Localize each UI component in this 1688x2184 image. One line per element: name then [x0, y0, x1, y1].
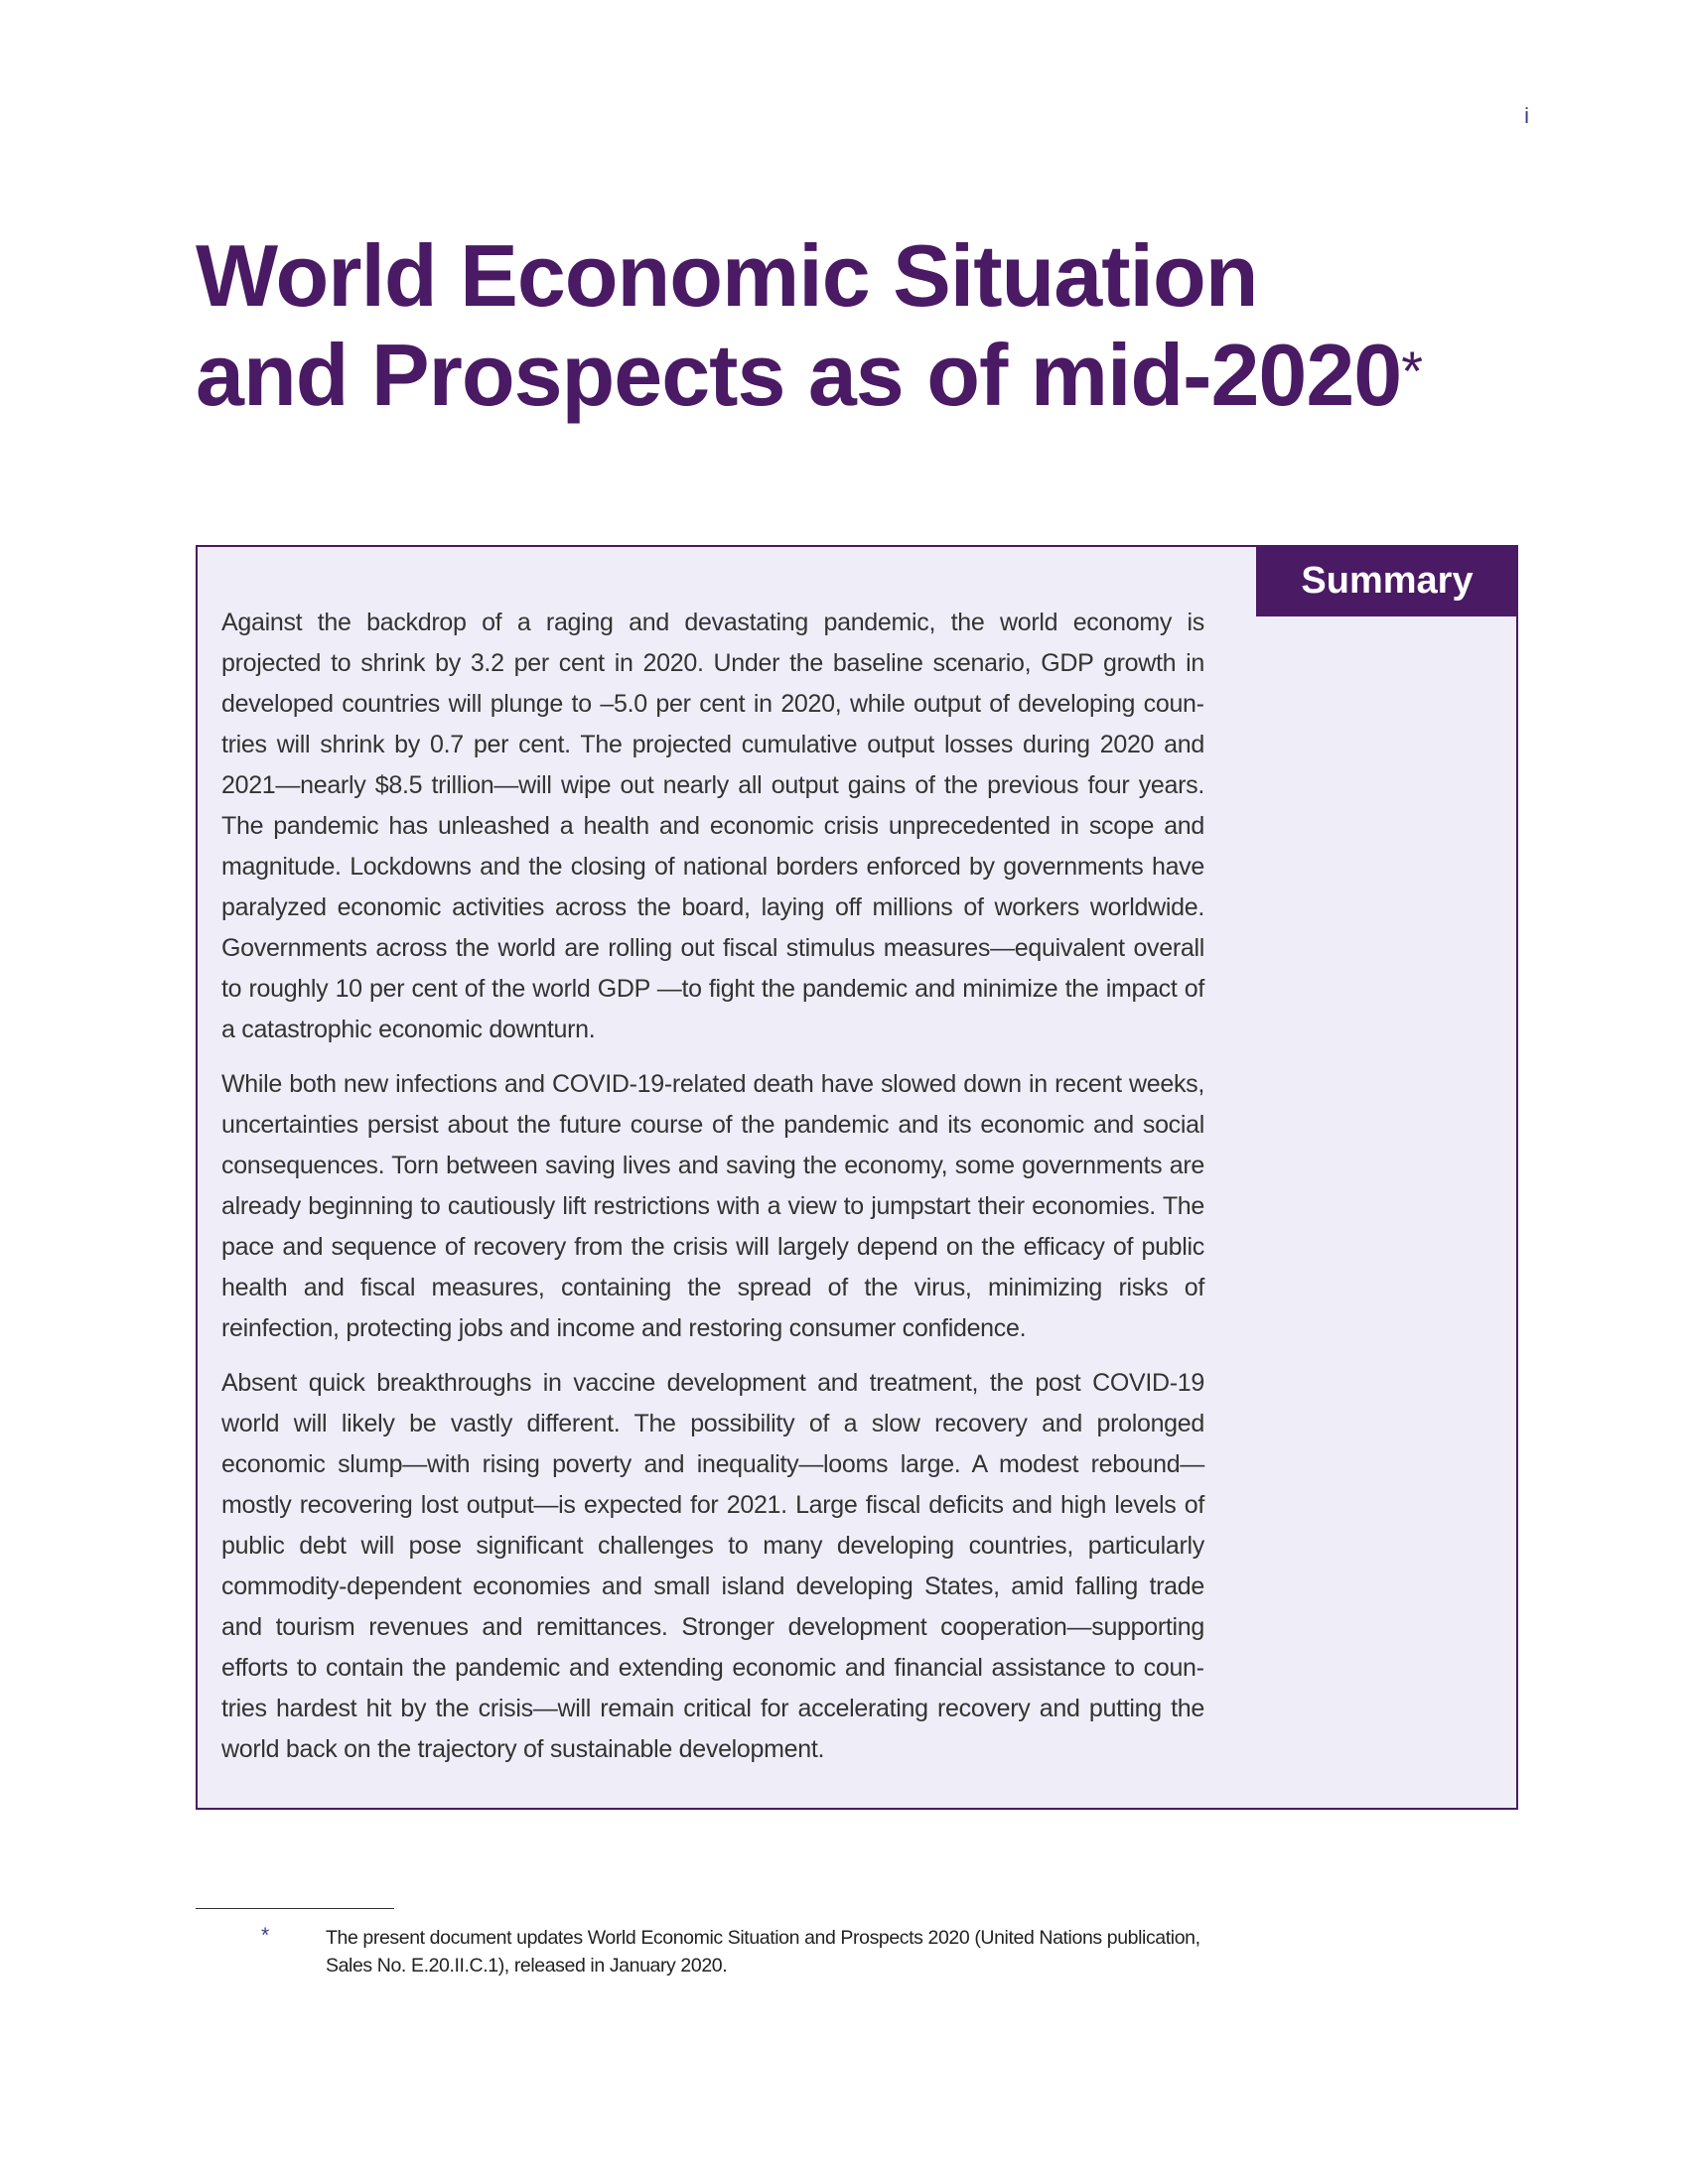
page-number: i: [1524, 103, 1529, 128]
footnote-text: The present document updates World Economic Situation and Prospects 2020 (United Nations publication, Sales No. E.20.II.C.1), released in January 2020.: [326, 1927, 1200, 1977]
title-line-2: [196, 326, 1437, 425]
summary-paragraph-2: While both new infections and COVID-19-related death have slowed down in recent weeks, uncertainties persist about the future course of the pandemic and its economic and social consequences. Torn between saving lives and saving the economy, some governments are already beginning to cautiously lift restrictions with a view to jumpstart their economies. The pace and sequence of recovery from the crisis will largely depend on the efficacy of public health and fiscal measures, containing the spread of the virus, minimizing risks of reinfection, protecting jobs and income and restoring consumer confidence.: [221, 1070, 1204, 1342]
summary-box: [196, 545, 1518, 1810]
title-line-1: World Economic Situation: [196, 226, 1258, 325]
title-footnote-marker: *: [1401, 340, 1423, 402]
summary-label: Summary: [1256, 545, 1518, 616]
summary-paragraph-1: Against the backdrop of a raging and devastating pandemic, the world economy is projected to shrink by 3.2 per cent in 2020. Under the baseline scenario, GDP growth in developed countries will plunge to –5.0 per cent in 2020, while output of developing countries will shrink by 0.7 per cent. The projected cumulative output losses during 2020 and 2021—nearly $8.5 trillion—will wipe out nearly all output gains of the previous four years. The pandemic has unleashed a health and economic crisis unprecedented in scope and magnitude. Lockdowns and the closing of national borders enforced by governments have paralyzed economic activities across the board, laying off millions of workers worldwide. Governments across the world are rolling out fiscal stimulus measures—equivalent overall to roughly 10 per cent of the world GDP —to fight the pandemic and minimize the impact of a catastrophic economic downturn.: [221, 609, 1204, 1043]
summary-paragraph-3: Absent quick breakthroughs in vaccine development and treatment, the post COVID-19 world will likely be vastly different. The possibility of a slow recovery and prolonged economic slump—with rising poverty and inequality—looms large. A modest rebound—mostly recovering lost output—is expected for 2021. Large fiscal deficits and high levels of public debt will pose significant challenges to many developing countries, particularly commodity-dependent economies and small island developing States, amid falling trade and tourism revenues and remittances. Stronger development cooperation—supporting efforts to contain the pandemic and extending economic and financial assistance to countries hardest hit by the crisis—will remain critical for accelerating recovery and putting the world back on the trajectory of sustainable development.: [221, 1369, 1204, 1763]
footnote: [196, 1924, 1218, 1979]
summary-text: [221, 603, 1204, 1784]
page-title: [196, 226, 1437, 425]
footnote-divider: [196, 1908, 394, 1909]
title-line-2-text: and Prospects as of mid-2020: [196, 326, 1402, 424]
footnote-marker: *: [261, 1924, 270, 1947]
